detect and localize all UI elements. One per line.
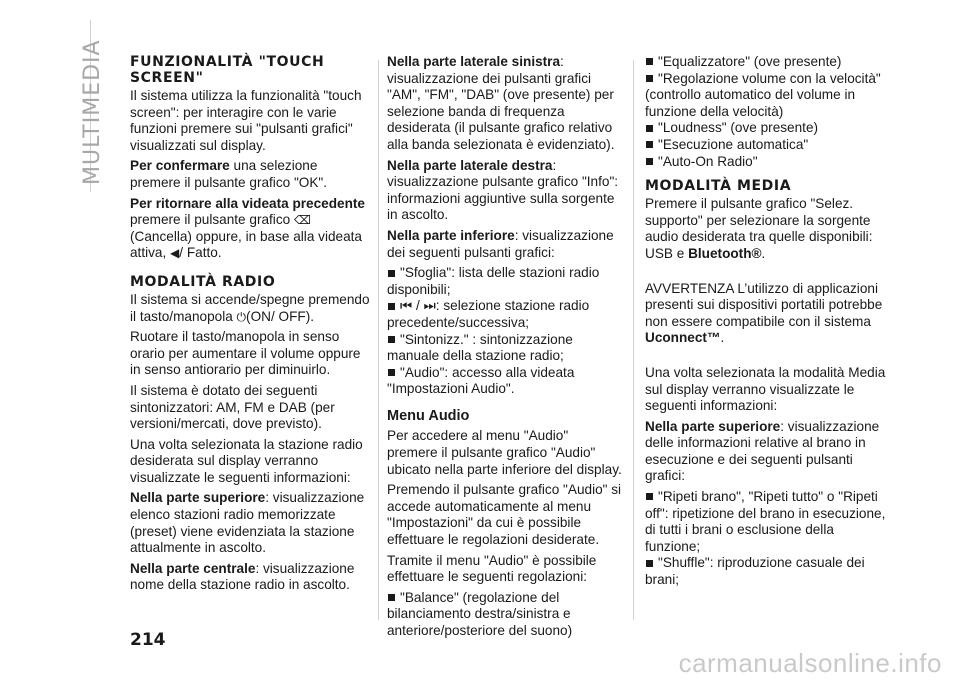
bullet-icon bbox=[646, 141, 653, 148]
paragraph: Una volta selezionata la modalità Media sul display verranno visualizzate le seguenti informazioni: bbox=[645, 364, 886, 414]
list-item: "Balance" (regolazione del bilanciamento destra/sinistra e anteriore/posteriore del suono) bbox=[387, 589, 573, 638]
heading-radio: MODALITÀ RADIO bbox=[130, 273, 276, 290]
list-item: "Loudness" (ove presente) bbox=[645, 120, 890, 137]
paragraph: Nella parte superiore: visualizzazione delle informazioni relative al brano in esecuzione e dei seguenti pulsanti grafici: bbox=[645, 418, 880, 484]
column-3 bbox=[645, 54, 890, 589]
bullet-icon bbox=[646, 75, 653, 82]
page-number: 214 bbox=[130, 630, 166, 650]
paragraph: Premendo il pulsante grafico "Audio" si accede automaticamente al menu "Impostazioni" da cui è possibile effettuare le regolazioni desiderate. bbox=[387, 482, 622, 548]
column-divider bbox=[378, 60, 379, 620]
bullet-icon bbox=[388, 303, 395, 310]
paragraph: Per ritornare alla videata precedente premere il pulsante grafico ⌫ (Cancella) oppure, in base alla videata attiva, ◀︎/ Fatto. bbox=[130, 195, 365, 261]
list-item: "Sfoglia": lista delle stazioni radio disponibili; bbox=[387, 265, 600, 297]
list-item: "Audio": accesso alla videata "Impostazioni Audio". bbox=[387, 364, 575, 397]
column-divider bbox=[633, 60, 634, 620]
bullet-icon bbox=[646, 560, 653, 567]
paragraph: Nella parte inferiore: visualizzazione dei seguenti pulsanti grafici: bbox=[387, 227, 614, 260]
bullet-icon bbox=[388, 369, 395, 376]
paragraph: Tramite il menu "Audio" è possibile effettuare le seguenti regolazioni: bbox=[387, 552, 597, 585]
heading-menu-audio: Menu Audio bbox=[387, 407, 470, 424]
paragraph: Per accedere al menu "Audio" premere il pulsante grafico "Audio" ubicato nella parte inferiore del display. bbox=[387, 428, 622, 477]
paragraph: Una volta selezionata la stazione radio desiderata sul display verranno visualizzate le seguenti informazioni: bbox=[130, 436, 363, 485]
list-item: "Sintonizz." : sintonizzazione manuale della stazione radio; bbox=[387, 331, 573, 364]
paragraph: Nella parte superiore: visualizzazione elenco stazioni radio memorizzate (preset) viene evidenziata la stazione attualmente in ascolto. bbox=[130, 490, 365, 556]
list-item: "Ripeti brano", "Ripeti tutto" o "Ripeti off": ripetizione del brano in esecuzione, di tutti i brani o esclusione della funzione; bbox=[645, 489, 886, 554]
back-arrow-icon: ◀︎ bbox=[170, 246, 180, 261]
paragraph: Per confermare una selezione premere il pulsante grafico "OK". bbox=[130, 158, 328, 190]
heading-touch-screen: FUNZIONALITÀ "TOUCH SCREEN" bbox=[130, 54, 325, 86]
bullet-icon bbox=[646, 58, 653, 65]
list-item: "Auto-On Radio" bbox=[645, 154, 890, 171]
bullet-icon bbox=[646, 125, 653, 132]
column-1 bbox=[130, 54, 370, 598]
paragraph: Nella parte laterale sinistra: visualizzazione dei pulsanti grafici "AM", "FM", "DAB" (ove presente) per selezione banda di frequenza desiderata (il pulsante grafico relativo alla banda selezionata è evidenziato). bbox=[387, 54, 615, 152]
paragraph: Nella parte centrale: visualizzazione nome della stazione radio in ascolto. bbox=[130, 560, 355, 593]
paragraph: Il sistema è dotato dei seguenti sintonizzatori: AM, FM e DAB (per versioni/mercati, dove previsto). bbox=[130, 382, 335, 432]
paragraph: Premere il pulsante grafico "Selez. supporto" per selezionare la sorgente audio desiderata tra quelle disponibili: USB e Bluetooth®. bbox=[645, 196, 873, 261]
list-item: "Equalizzatore" (ove presente) bbox=[645, 54, 890, 71]
bullet-icon bbox=[388, 270, 395, 277]
power-icon: ⏻ bbox=[236, 309, 247, 324]
paragraph: Il sistema utilizza la funzionalità "touch screen": per interagire con le varie funzioni premere sui "pulsanti grafici" visualizzati sul display. bbox=[130, 88, 362, 153]
list-item: ⏮ / ⏭: selezione stazione radio precedente/successiva; bbox=[387, 298, 590, 330]
section-title: MULTIMEDIA bbox=[80, 39, 105, 185]
list-item: "Esecuzione automatica" bbox=[645, 137, 890, 154]
bullet-icon bbox=[388, 594, 395, 601]
watermark[interactable]: carmanualsonline.info bbox=[678, 648, 942, 678]
column-2 bbox=[387, 54, 622, 640]
delete-icon: ⌫ bbox=[293, 213, 311, 228]
list-item: "Shuffle": riproduzione casuale dei brani; bbox=[645, 555, 865, 588]
warning-paragraph: AVVERTENZA L’utilizzo di applicazioni presenti sui dispositivi portatili potrebbe non essere compatibile con il sistema Uconnect™. bbox=[645, 280, 883, 346]
paragraph: Nella parte laterale destra: visualizzazione pulsante grafico "Info": informazioni aggiuntive sulla sorgente in ascolto. bbox=[387, 157, 619, 223]
list-item: "Regolazione volume con la velocità" (controllo automatico del volume in funzione della velocità) bbox=[645, 70, 881, 119]
bullet-icon bbox=[646, 493, 653, 500]
bullet-icon bbox=[388, 336, 395, 343]
heading-media: MODALITÀ MEDIA bbox=[645, 178, 792, 195]
paragraph: Il sistema si accende/spegne premendo il tasto/manopola ⏻(ON/ OFF). bbox=[130, 291, 370, 324]
bullet-icon bbox=[646, 158, 653, 165]
paragraph: Ruotare il tasto/manopola in senso orario per aumentare il volume oppure in senso antiorario per diminuirlo. bbox=[130, 329, 361, 378]
